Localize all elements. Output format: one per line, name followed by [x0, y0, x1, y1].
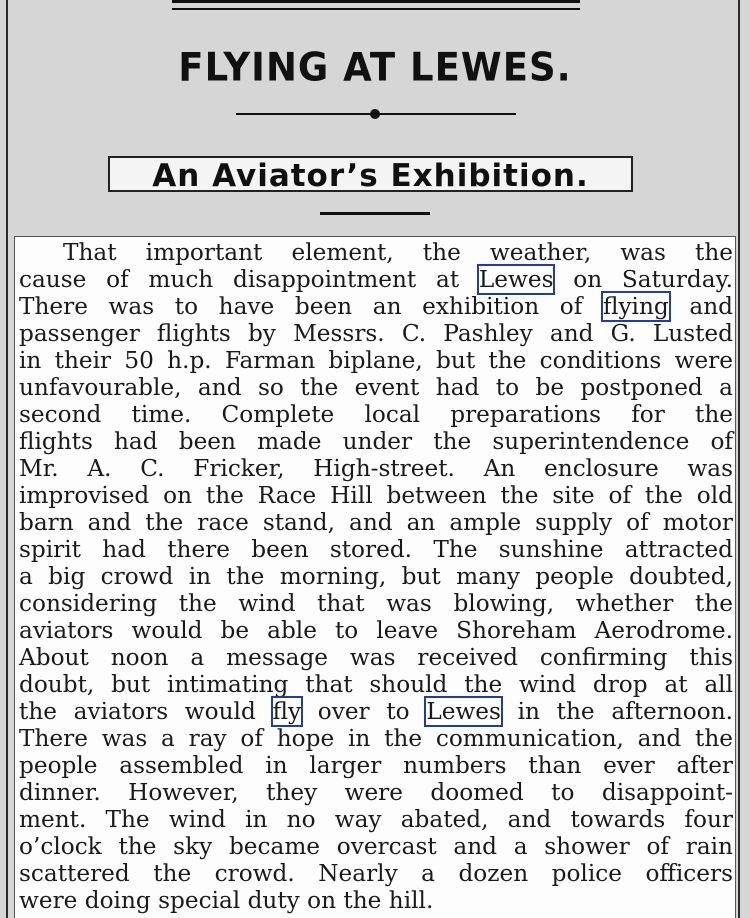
article-text: unfavourable, and so the event had to be postponed a — [19, 374, 733, 401]
article-line — [19, 482, 733, 509]
subheadline-box — [108, 156, 633, 192]
search-hit-highlight[interactable]: Lewes — [426, 698, 501, 725]
article-line — [19, 347, 733, 374]
article-line — [19, 644, 733, 671]
short-divider — [320, 212, 430, 215]
article-line — [19, 617, 733, 644]
headline: FLYING AT LEWES. — [178, 44, 572, 91]
article-text: flights had been made under the superintendence of — [19, 428, 733, 455]
article-line — [19, 266, 733, 293]
search-hit-highlight[interactable]: Lewes — [478, 266, 554, 293]
article-line — [19, 293, 733, 320]
article-text: second time. Complete local preparations for the — [19, 401, 733, 428]
article-text: passenger flights by Messrs. C. Pashley and G. Lusted — [19, 320, 733, 347]
article-line — [19, 374, 733, 401]
article-text: on Saturday. — [553, 266, 733, 293]
article-text: the aviators would — [19, 698, 273, 725]
article-text: cause of much disappointment at — [19, 266, 479, 293]
article-text: doubt, but intimating that should the wind drop at all — [19, 671, 733, 698]
article-text: over to — [301, 698, 427, 725]
article-line — [19, 779, 733, 806]
article-line — [19, 887, 733, 914]
article-text: in their 50 h.p. Farman biplane, but the conditions were — [19, 347, 733, 374]
article-text: people assembled in larger numbers than ever after — [19, 752, 733, 779]
article-text: aviators would be able to leave Shoreham Aerodrome. — [19, 617, 733, 644]
article-text: improvised on the Race Hill between the site of the old — [19, 482, 733, 509]
article-text: About noon a message was received confirming this — [19, 644, 733, 671]
article-line — [19, 860, 733, 887]
article-line — [19, 428, 733, 455]
article-text: There was to have been an exhibition of — [19, 293, 603, 320]
article-text: scattered the crowd. Nearly a dozen police officers — [19, 860, 733, 887]
top-double-rule — [172, 0, 580, 3]
article-line — [19, 563, 733, 590]
top-double-rule-lower — [172, 8, 580, 10]
article-text: barn and the race stand, and an ample supply of motor — [19, 509, 733, 536]
article-text: a big crowd in the morning, but many people doubted, — [19, 563, 733, 590]
divider-dot — [370, 109, 380, 119]
article-text: o’clock the sky became overcast and a shower of rain — [19, 833, 733, 860]
article-text: There was a ray of hope in the communication, and the — [19, 725, 733, 752]
article-text: considering the wind that was blowing, whether the — [19, 590, 733, 617]
search-hit-highlight[interactable]: flying — [602, 293, 669, 320]
article-line — [19, 752, 733, 779]
article-body — [14, 236, 736, 918]
left-column-rule — [6, 0, 8, 918]
article-line — [19, 455, 733, 482]
article-line — [19, 509, 733, 536]
article-line — [19, 671, 733, 698]
article-text: in the afternoon. — [500, 698, 734, 725]
article-text: That important element, the weather, was the — [63, 239, 733, 266]
article-line — [19, 698, 733, 725]
article-line — [19, 590, 733, 617]
article-line — [19, 725, 733, 752]
article-text: and — [668, 293, 733, 320]
subheadline: An Aviator’s Exhibition. — [152, 158, 589, 194]
ornamental-divider — [236, 112, 516, 116]
article-line — [19, 536, 733, 563]
article-line — [19, 320, 733, 347]
article-text: dinner. However, they were doomed to disappoint- — [19, 779, 733, 806]
article-line — [19, 833, 733, 860]
search-hit-highlight[interactable]: fly — [272, 698, 302, 725]
right-column-rule — [738, 0, 740, 918]
article-line — [19, 806, 733, 833]
article-line — [19, 401, 733, 428]
article-text: spirit had there been stored. The sunshine attracted — [19, 536, 733, 563]
article-text: ment. The wind in no way abated, and towards four — [19, 806, 733, 833]
article-text: Mr. A. C. Fricker, High-street. An enclosure was — [19, 455, 733, 482]
article-text: were doing special duty on the hill. — [19, 887, 434, 914]
article-line — [19, 239, 733, 266]
